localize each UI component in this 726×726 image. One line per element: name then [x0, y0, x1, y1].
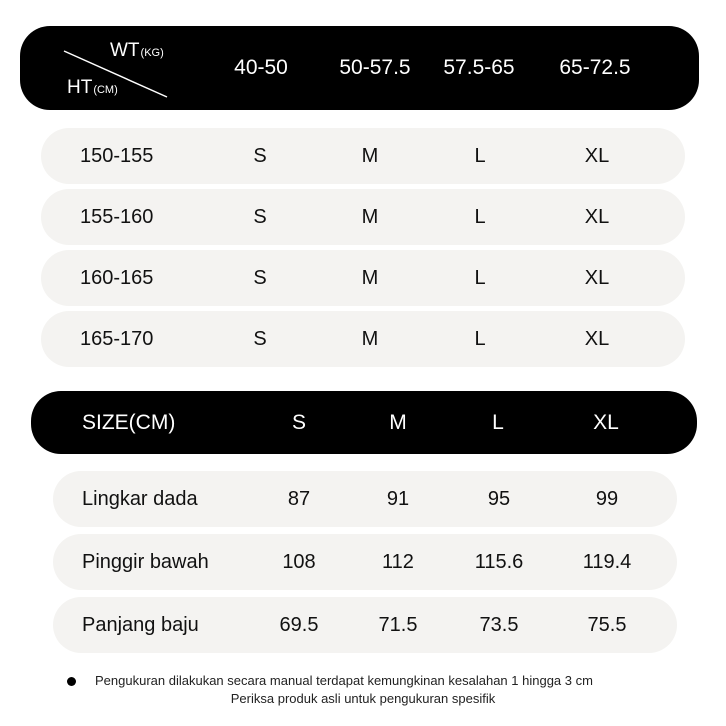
size-cell: XL	[584, 327, 610, 350]
measurement-row-length	[53, 597, 677, 653]
size-cell: S	[253, 327, 267, 350]
table-row	[41, 311, 685, 367]
measurement-value: 75.5	[587, 613, 627, 636]
size-cell: XL	[584, 266, 610, 289]
weight-range-3: 57.5-65	[443, 56, 515, 79]
size-cell: XL	[584, 144, 610, 167]
size-cell: M	[361, 205, 379, 228]
measurement-value: 99	[595, 487, 619, 510]
weight-axis-label: WT(KG)	[110, 40, 164, 61]
bullet-dot	[67, 677, 76, 686]
weight-range-4: 65-72.5	[559, 56, 631, 79]
measurement-header-bar	[31, 391, 697, 454]
size-cell: S	[253, 205, 267, 228]
measurement-value: 87	[287, 487, 311, 510]
measurement-value: 91	[386, 487, 410, 510]
size-cell: L	[474, 266, 486, 289]
measurement-value: 95	[487, 487, 511, 510]
weight-range-2: 50-57.5	[339, 56, 411, 79]
height-axis-label: HT(CM)	[67, 77, 118, 98]
size-cell: M	[361, 266, 379, 289]
size-cell: L	[474, 205, 486, 228]
measurement-value: 71.5	[378, 613, 418, 636]
size-guide-header-bar	[20, 26, 699, 110]
measurement-value: 108	[282, 550, 316, 573]
measurement-value: 119.4	[582, 550, 632, 573]
note-line-2: Periksa produk asli untuk pengukuran spesifik	[230, 691, 496, 706]
size-header-s: S	[291, 410, 306, 434]
height-range: 165-170	[80, 327, 154, 350]
height-range: 160-165	[80, 266, 154, 289]
size-cell: M	[361, 144, 379, 167]
measurement-value: 69.5	[279, 613, 319, 636]
measurement-row-hem	[53, 534, 677, 590]
measurement-label: Pinggir bawah	[82, 550, 209, 573]
size-cell: L	[474, 327, 486, 350]
height-range: 150-155	[80, 144, 154, 167]
measurement-row-chest	[53, 471, 677, 527]
height-range: 155-160	[80, 205, 154, 228]
size-header-m: M	[389, 410, 407, 434]
size-cm-header: SIZE(CM)	[82, 410, 176, 434]
size-cell: L	[474, 144, 486, 167]
table-row	[41, 128, 685, 184]
note-line-1: Pengukuran dilakukan secara manual terdapat kemungkinan kesalahan 1 hingga 3 cm	[95, 673, 593, 688]
weight-range-1: 40-50	[234, 56, 288, 79]
measurement-value: 115.6	[474, 550, 524, 573]
size-cell: S	[253, 144, 267, 167]
size-cell: S	[253, 266, 267, 289]
size-cell: XL	[584, 205, 610, 228]
size-header-xl: XL	[593, 410, 619, 434]
measurement-label: Panjang baju	[82, 613, 199, 636]
size-cell: M	[361, 327, 379, 350]
size-header-l: L	[492, 410, 504, 434]
table-row	[41, 250, 685, 306]
table-row	[41, 189, 685, 245]
measurement-value: 112	[382, 550, 414, 573]
measurement-label: Lingkar dada	[82, 487, 198, 510]
measurement-value: 73.5	[479, 613, 519, 636]
